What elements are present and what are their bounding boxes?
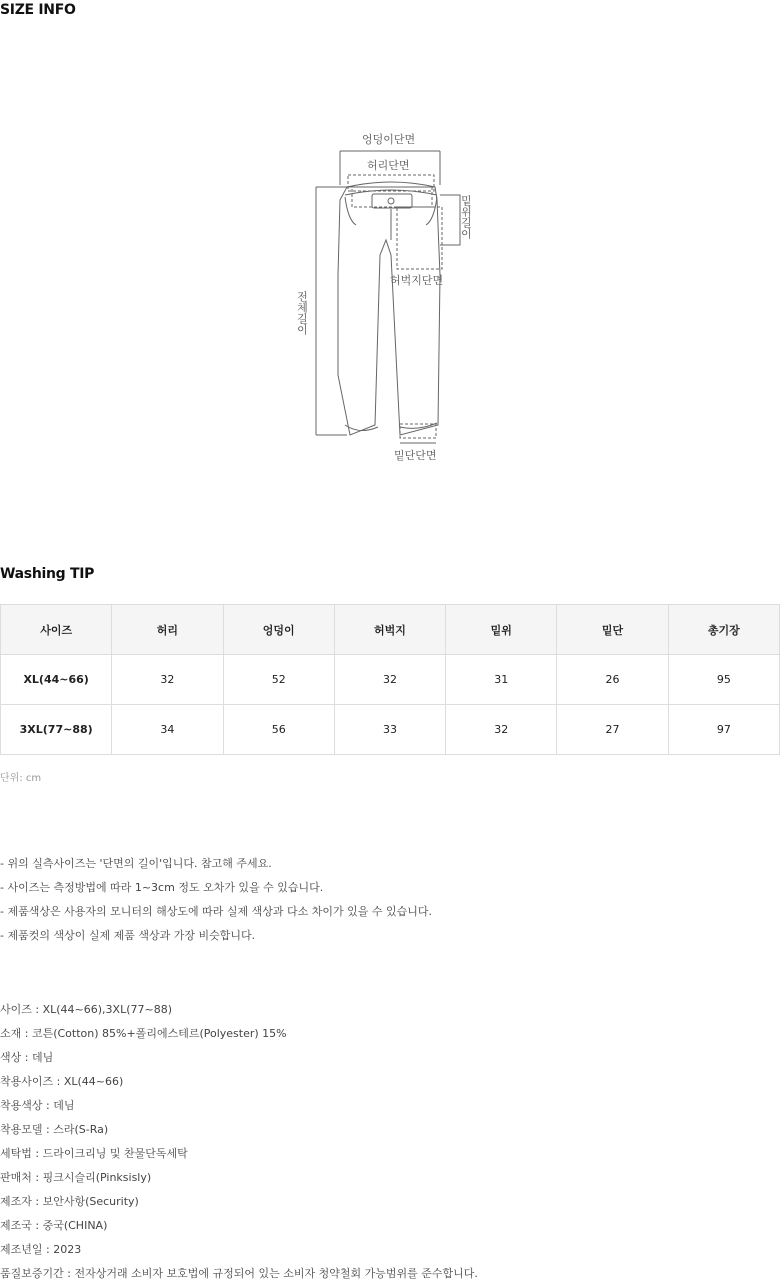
table-cell: 32 bbox=[334, 655, 445, 705]
info-item: 제조년일 : 2023 bbox=[0, 1243, 82, 1256]
diagram-label-total-length: 전체길이 bbox=[295, 291, 309, 335]
table-cell: 56 bbox=[223, 705, 334, 755]
info-item: 품질보증기간 : 전자상거래 소비자 보호법에 규정되어 있는 소비자 청약철회 가능범위를 준수합니다. bbox=[0, 1267, 478, 1280]
table-cell: 97 bbox=[668, 705, 779, 755]
pants-outline bbox=[338, 182, 440, 435]
table-cell: 95 bbox=[668, 655, 779, 705]
table-cell: 33 bbox=[334, 705, 445, 755]
table-row bbox=[1, 705, 780, 755]
table-cell: 26 bbox=[557, 655, 668, 705]
size-info-heading: SIZE INFO bbox=[0, 2, 76, 18]
pants-measurement-diagram bbox=[290, 125, 473, 475]
header-hem: 밑단 bbox=[557, 605, 668, 655]
info-item: 색상 : 데님 bbox=[0, 1051, 54, 1064]
washing-tip-heading: Washing TIP bbox=[0, 566, 95, 582]
size-table bbox=[0, 604, 780, 755]
measurement-guides bbox=[348, 175, 442, 438]
table-cell: 27 bbox=[557, 705, 668, 755]
pants-diagram-svg bbox=[290, 125, 473, 475]
diagram-label-waist: 허리단면 bbox=[367, 159, 410, 172]
note-item: - 위의 실측사이즈는 '단면의 길이'입니다. 참고해 주세요. bbox=[0, 857, 272, 870]
table-cell: 52 bbox=[223, 655, 334, 705]
table-row bbox=[1, 655, 780, 705]
table-cell: 34 bbox=[112, 705, 223, 755]
info-item: 제조자 : 보안사항(Security) bbox=[0, 1195, 139, 1208]
note-item: - 사이즈는 측정방법에 따라 1~3cm 정도 오차가 있을 수 있습니다. bbox=[0, 881, 324, 894]
info-item: 세탁법 : 드라이크리닝 및 찬물단독세탁 bbox=[0, 1147, 188, 1160]
row-size-label: 3XL(77~88) bbox=[1, 705, 112, 755]
table-cell: 32 bbox=[446, 705, 557, 755]
table-cell: 32 bbox=[112, 655, 223, 705]
diagram-label-thigh: 허벅지단면 bbox=[390, 274, 444, 287]
unit-note: 단위: cm bbox=[0, 773, 42, 784]
product-info-list bbox=[0, 1003, 478, 1287]
info-item: 소재 : 코튼(Cotton) 85%+폴리에스테르(Polyester) 15% bbox=[0, 1027, 287, 1040]
info-item: 사이즈 : XL(44~66),3XL(77~88) bbox=[0, 1003, 172, 1016]
diagram-label-hip: 엉덩이단면 bbox=[362, 133, 416, 146]
info-item: 판매처 : 핑크시슬리(Pinksisly) bbox=[0, 1171, 152, 1184]
table-cell: 31 bbox=[446, 655, 557, 705]
info-item: 착용모델 : 스라(S-Ra) bbox=[0, 1123, 109, 1136]
header-thigh: 허벅지 bbox=[334, 605, 445, 655]
header-size: 사이즈 bbox=[1, 605, 112, 655]
notes-list bbox=[0, 857, 432, 953]
diagram-label-rise: 밑위길이 bbox=[459, 195, 473, 239]
diagram-label-hem: 밑단단면 bbox=[394, 449, 437, 462]
header-hip: 엉덩이 bbox=[223, 605, 334, 655]
note-item: - 제품컷의 색상이 실제 제품 색상과 가장 비슷합니다. bbox=[0, 929, 256, 942]
table-header-row bbox=[1, 605, 780, 655]
header-rise: 밑위 bbox=[446, 605, 557, 655]
info-item: 착용색상 : 데님 bbox=[0, 1099, 75, 1112]
header-total-length: 총기장 bbox=[668, 605, 779, 655]
info-item: 제조국 : 중국(CHINA) bbox=[0, 1219, 108, 1232]
header-waist: 허리 bbox=[112, 605, 223, 655]
info-item: 착용사이즈 : XL(44~66) bbox=[0, 1075, 124, 1088]
row-size-label: XL(44~66) bbox=[1, 655, 112, 705]
note-item: - 제품색상은 사용자의 모니터의 해상도에 따라 실제 색상과 다소 차이가 있을 수 있습니다. bbox=[0, 905, 432, 918]
